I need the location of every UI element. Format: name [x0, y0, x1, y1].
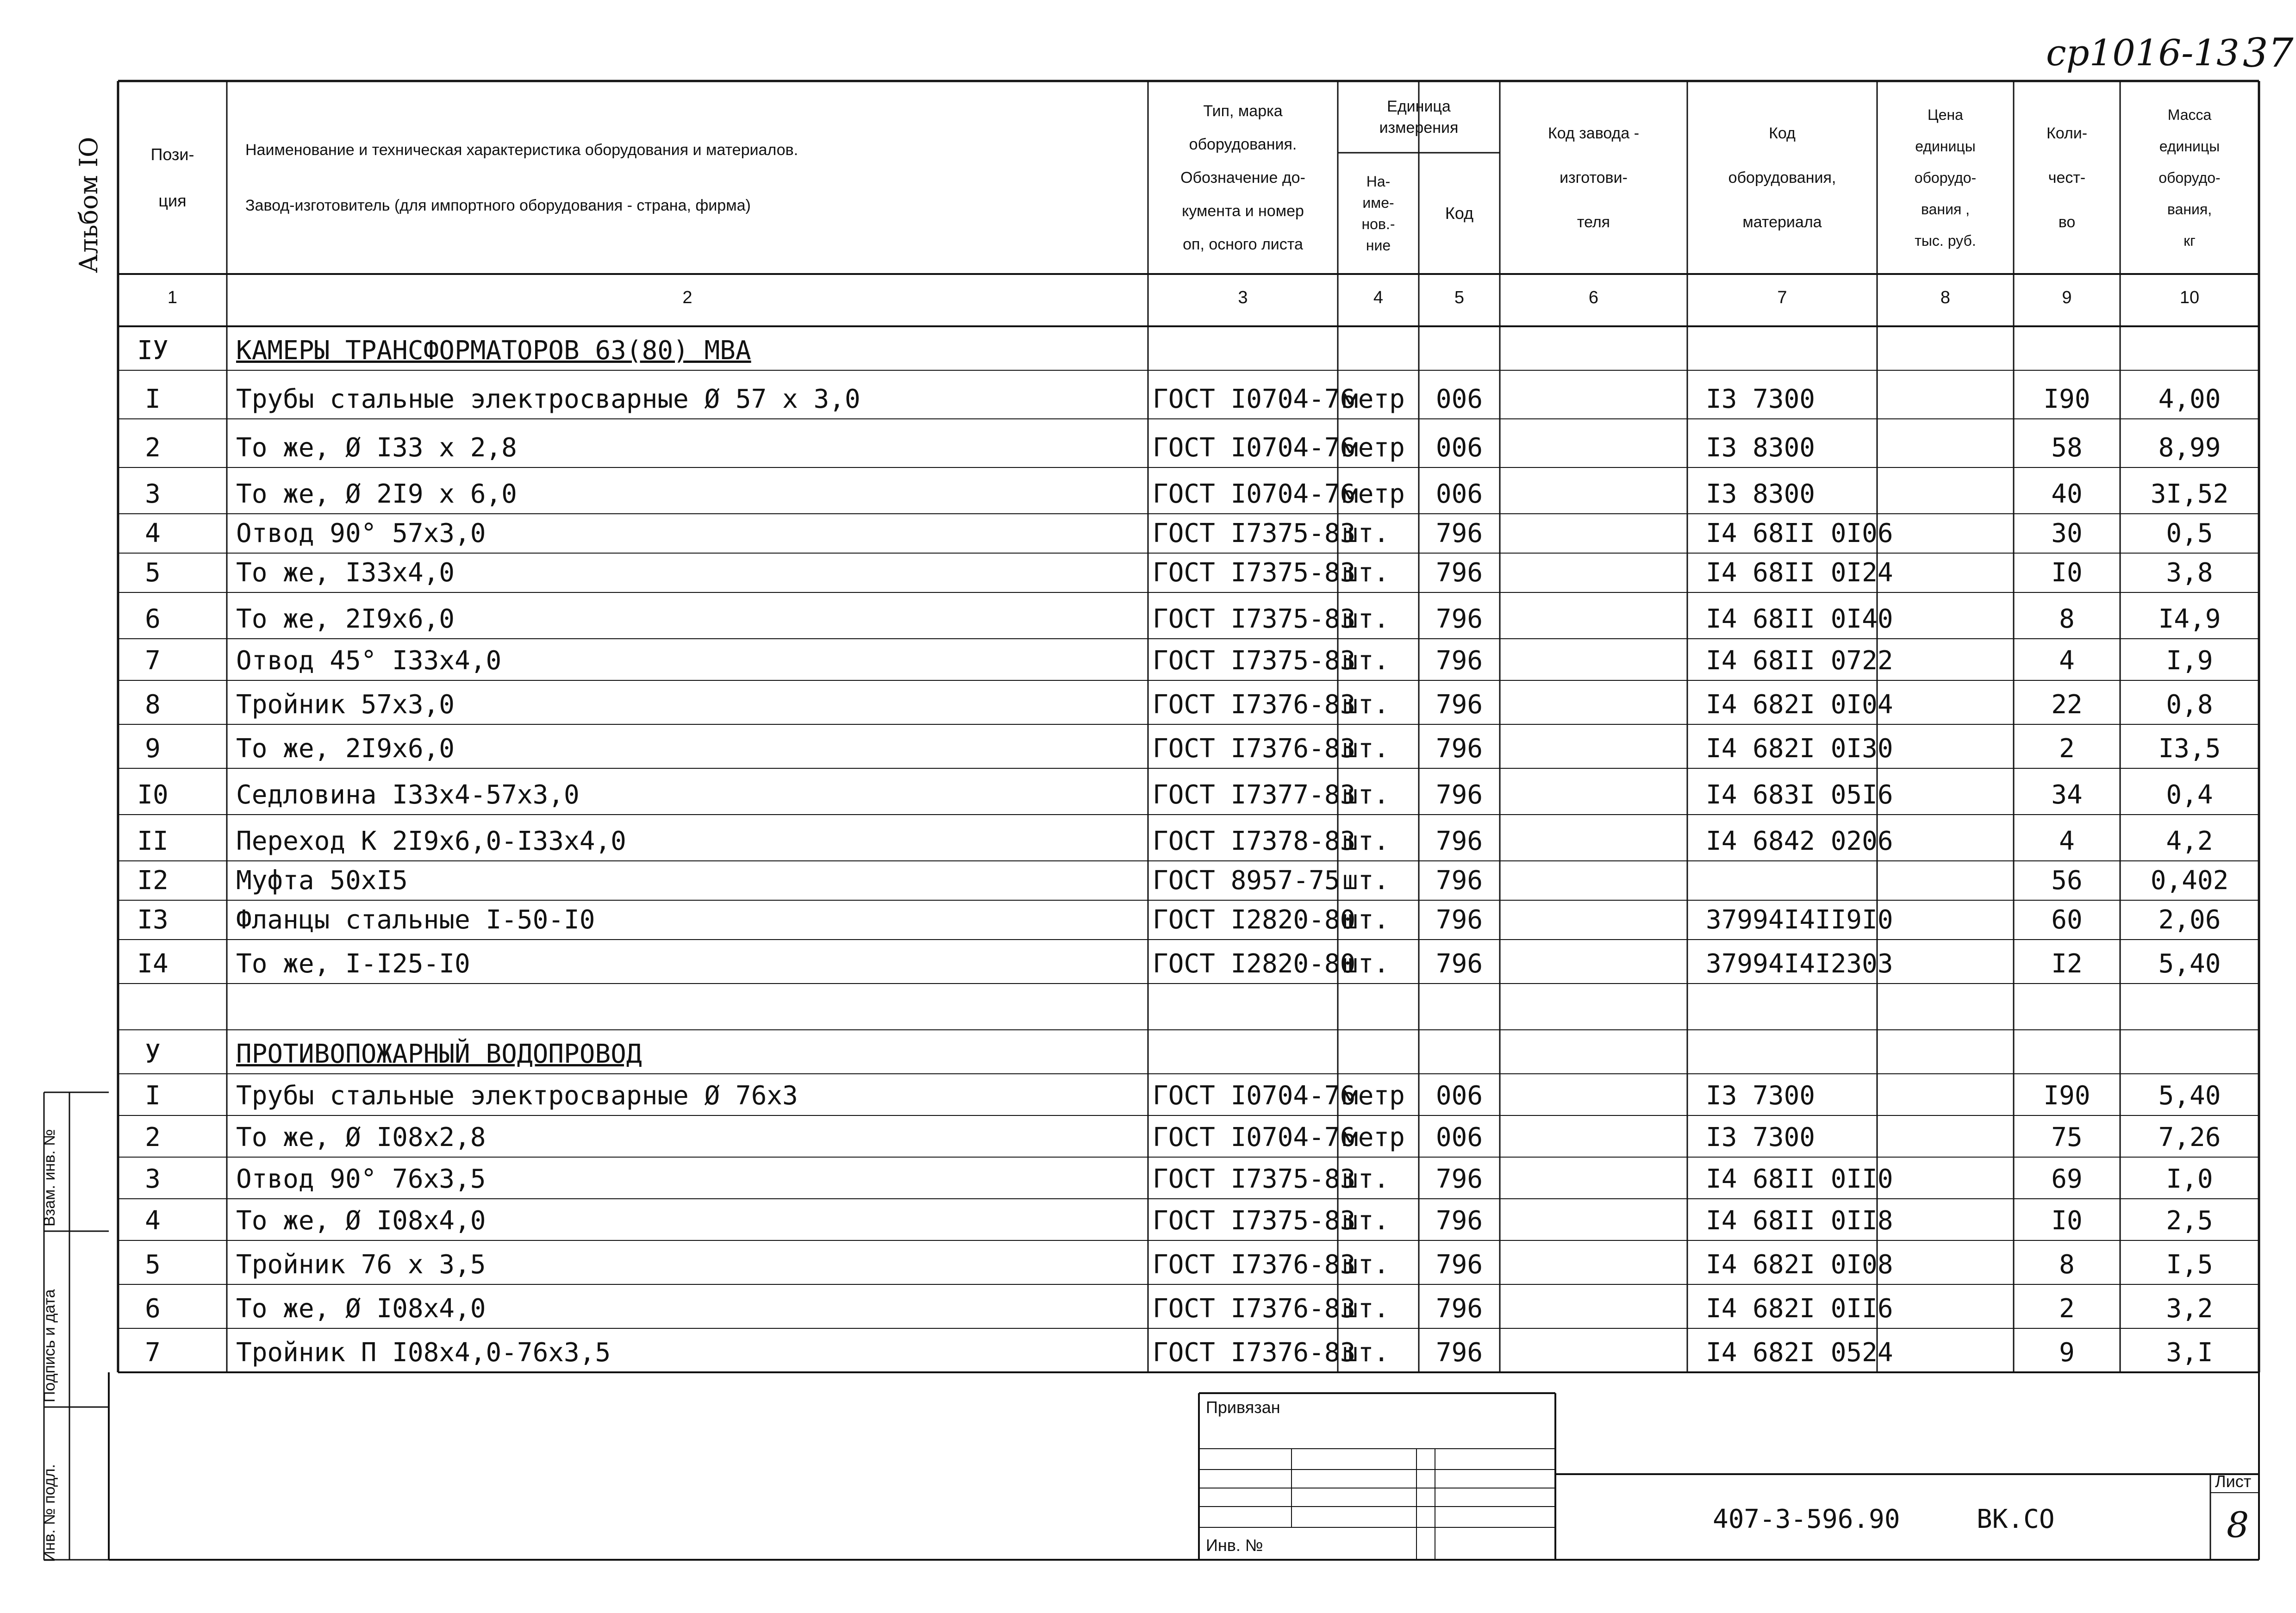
row-material-code: I4 6842 0206 — [1706, 826, 1893, 856]
row-document: ГОСТ I7376-83 — [1153, 734, 1356, 764]
row-unit-code: 006 — [1435, 1122, 1483, 1152]
row-document: ГОСТ I7375-83 — [1153, 1206, 1356, 1236]
row-document: ГОСТ I7375-83 — [1153, 604, 1356, 634]
header-line: нов.- — [1361, 216, 1395, 232]
row-material-code: I3 7300 — [1706, 1122, 1816, 1152]
row-position: II — [137, 826, 168, 856]
row-unit-mass: 3,I — [2166, 1338, 2213, 1368]
header-line: ция — [158, 191, 187, 210]
document-mark: ВК.СО — [1977, 1504, 2055, 1534]
row-material-code: 37994I4I2303 — [1706, 949, 1893, 979]
row-name: То же, I-I25-I0 — [236, 949, 470, 979]
section-title: КАМЕРЫ ТРАНСФОРМАТОРОВ 63(80) МВА — [236, 336, 751, 366]
column-number: 7 — [1777, 288, 1787, 307]
row-unit-name: метр — [1342, 1122, 1405, 1152]
row-name: Муфта 50хI5 — [236, 866, 408, 896]
row-quantity: 34 — [2051, 780, 2083, 810]
sheet-label: Лист — [2215, 1472, 2252, 1491]
row-material-code: I3 8300 — [1706, 433, 1816, 463]
header-unit-name — [1338, 153, 1419, 274]
row-document: ГОСТ I0704-76 — [1153, 1081, 1356, 1111]
header-line: кумента и номер — [1182, 202, 1304, 220]
stamp-vzam-inv: Взам. инв. № — [41, 1129, 58, 1227]
row-unit-name: метр — [1342, 433, 1405, 463]
row-document: ГОСТ I7376-83 — [1153, 1338, 1356, 1368]
row-unit-code: 796 — [1435, 1206, 1483, 1236]
row-material-code: 37994I4II9I0 — [1706, 905, 1893, 935]
row-unit-mass: 2,5 — [2166, 1206, 2213, 1236]
section-title: ПРОТИВОПОЖАРНЫЙ ВОДОПРОВОД — [236, 1039, 642, 1069]
row-material-code: I4 683I 05I6 — [1706, 780, 1893, 810]
row-position: I — [145, 1081, 161, 1111]
column-number: 2 — [682, 288, 693, 307]
row-unit-mass: 4,00 — [2158, 384, 2221, 414]
row-unit-code: 796 — [1435, 734, 1483, 764]
row-name: То же, Ø I33 х 2,8 — [236, 433, 517, 463]
row-document: ГОСТ I0704-76 — [1153, 384, 1356, 414]
row-document: ГОСТ 8957-75 — [1153, 866, 1340, 896]
header-line: тыс. руб. — [1915, 232, 1976, 249]
row-unit-code: 796 — [1435, 558, 1483, 588]
header-position — [118, 81, 227, 274]
row-unit-code: 796 — [1435, 780, 1483, 810]
header-line: Пози- — [150, 144, 194, 164]
album-label: Альбом IO — [74, 137, 103, 273]
row-unit-mass: 4,2 — [2166, 826, 2213, 856]
row-material-code: I4 68II 0I06 — [1706, 518, 1893, 548]
row-quantity: 8 — [2059, 604, 2075, 634]
header-unit-mass — [2120, 81, 2259, 274]
row-document: ГОСТ I7375-83 — [1153, 1164, 1356, 1194]
row-position: 3 — [145, 479, 161, 509]
header-unit-group — [1338, 81, 1500, 153]
row-unit-code: 006 — [1435, 1081, 1483, 1111]
row-unit-name: шт. — [1342, 646, 1390, 676]
row-name: Переход К 2I9х6,0-I33х4,0 — [236, 826, 626, 856]
row-material-code: I3 7300 — [1706, 1081, 1816, 1111]
row-position: 2 — [145, 433, 161, 463]
row-quantity: 30 — [2051, 518, 2083, 548]
row-quantity: I90 — [2043, 384, 2090, 414]
row-unit-name: шт. — [1342, 826, 1390, 856]
row-unit-mass: 0,8 — [2166, 690, 2213, 720]
row-unit-mass: 0,5 — [2166, 518, 2213, 548]
header-type-doc — [1148, 81, 1338, 274]
row-position: I — [145, 384, 161, 414]
row-unit-mass: I,0 — [2166, 1164, 2213, 1194]
stamp-inv-podl: Инв. № подл. — [41, 1464, 58, 1562]
header-line: На- — [1366, 173, 1391, 190]
row-unit-code: 006 — [1435, 433, 1483, 463]
row-position: 2 — [145, 1122, 161, 1152]
row-document: ГОСТ I7375-83 — [1153, 558, 1356, 588]
row-material-code: I4 682I 0524 — [1706, 1338, 1893, 1368]
row-unit-name: метр — [1342, 479, 1405, 509]
header-line: измерения — [1379, 118, 1459, 137]
row-unit-name: шт. — [1342, 1164, 1390, 1194]
row-unit-name: шт. — [1342, 690, 1390, 720]
header-line: Код — [1445, 204, 1474, 223]
header-factory-code — [1500, 81, 1687, 274]
row-unit-name: шт. — [1342, 604, 1390, 634]
row-document: ГОСТ I7375-83 — [1153, 646, 1356, 676]
row-document: ГОСТ I7376-83 — [1153, 690, 1356, 720]
row-position: 7 — [145, 646, 161, 676]
row-name: Тройник 76 х 3,5 — [236, 1250, 486, 1280]
row-unit-mass: 2,06 — [2158, 905, 2221, 935]
row-name: Отвод 90° 76х3,5 — [236, 1164, 486, 1194]
header-line: оп, осного листа — [1183, 235, 1303, 253]
row-quantity: I90 — [2043, 1081, 2090, 1111]
column-number: 5 — [1454, 288, 1465, 307]
header-line: Обозначение до- — [1180, 168, 1305, 187]
row-material-code: I3 8300 — [1706, 479, 1816, 509]
row-document: ГОСТ I7376-83 — [1153, 1294, 1356, 1324]
row-unit-code: 796 — [1435, 866, 1483, 896]
row-material-code: I3 7300 — [1706, 384, 1816, 414]
row-unit-code: 006 — [1435, 479, 1483, 509]
header-name — [227, 81, 1148, 274]
header-line: Тип, марка — [1203, 102, 1283, 120]
row-unit-name: метр — [1342, 1081, 1405, 1111]
row-unit-name: шт. — [1342, 558, 1390, 588]
row-position: У — [145, 1039, 161, 1069]
row-quantity: I0 — [2051, 558, 2083, 588]
header-line: вания, — [2167, 200, 2212, 218]
header-line: Код завода - — [1547, 124, 1640, 142]
row-position: 6 — [145, 1294, 161, 1324]
row-material-code: I4 68II 0I40 — [1706, 604, 1893, 634]
row-unit-mass: 0,4 — [2166, 780, 2213, 810]
row-quantity: 4 — [2059, 646, 2075, 676]
row-quantity: I0 — [2051, 1206, 2083, 1236]
header-line: Завод-изготовитель (для импортного оборудования - страна, фирма) — [245, 196, 751, 214]
row-document: ГОСТ I0704-76 — [1153, 479, 1356, 509]
row-position: I4 — [137, 949, 168, 979]
row-unit-code: 796 — [1435, 1164, 1483, 1194]
row-unit-mass: I3,5 — [2158, 734, 2221, 764]
row-unit-code: 796 — [1435, 905, 1483, 935]
row-name: То же, I33х4,0 — [236, 558, 455, 588]
row-unit-name: шт. — [1342, 1206, 1390, 1236]
row-unit-mass: I,5 — [2166, 1250, 2213, 1280]
row-unit-code: 796 — [1435, 518, 1483, 548]
row-quantity: 22 — [2051, 690, 2083, 720]
row-position: 6 — [145, 604, 161, 634]
row-name: То же, Ø I08х4,0 — [236, 1294, 486, 1324]
header-line: теля — [1577, 213, 1610, 231]
row-position: I0 — [137, 780, 168, 810]
column-number: 8 — [1940, 288, 1951, 307]
document-code: 407-3-596.90 — [1713, 1504, 1900, 1534]
header-line: оборудования. — [1189, 135, 1297, 153]
sheet-number: 8 — [2227, 1504, 2249, 1545]
header-unit-code — [1419, 153, 1500, 274]
row-unit-name: шт. — [1342, 1250, 1390, 1280]
row-unit-mass: 3,8 — [2166, 558, 2213, 588]
row-position: IУ — [137, 336, 168, 366]
row-unit-code: 796 — [1435, 690, 1483, 720]
row-quantity: 4 — [2059, 826, 2075, 856]
row-unit-name: шт. — [1342, 905, 1390, 935]
row-unit-name: метр — [1342, 384, 1405, 414]
row-unit-name: шт. — [1342, 780, 1390, 810]
column-number: 9 — [2062, 288, 2072, 307]
row-position: I2 — [137, 866, 168, 896]
row-quantity: 2 — [2059, 1294, 2075, 1324]
row-position: 4 — [145, 518, 161, 548]
row-position: 5 — [145, 558, 161, 588]
row-quantity: 60 — [2051, 905, 2083, 935]
row-unit-code: 796 — [1435, 604, 1483, 634]
row-unit-mass: 8,99 — [2158, 433, 2221, 463]
header-line: материала — [1742, 213, 1822, 231]
row-material-code: I4 68II 0II8 — [1706, 1206, 1893, 1236]
row-unit-name: шт. — [1342, 949, 1390, 979]
header-material-code — [1687, 81, 1877, 274]
row-material-code: I4 682I 0I04 — [1706, 690, 1893, 720]
row-unit-code: 796 — [1435, 646, 1483, 676]
row-material-code: I4 682I 0I30 — [1706, 734, 1893, 764]
column-number: 1 — [167, 288, 178, 307]
row-unit-name: шт. — [1342, 866, 1390, 896]
column-number: 3 — [1238, 288, 1248, 307]
row-name: То же, 2I9х6,0 — [236, 604, 455, 634]
header-line: изготови- — [1560, 168, 1628, 187]
privyazan-label: Привязан — [1206, 1398, 1280, 1417]
row-quantity: 69 — [2051, 1164, 2083, 1194]
row-position: 4 — [145, 1206, 161, 1236]
row-name: Тройник П I08х4,0-76х3,5 — [236, 1338, 611, 1368]
row-name: Отвод 45° I33х4,0 — [236, 646, 502, 676]
row-material-code: I4 682I 0I08 — [1706, 1250, 1893, 1280]
header-line: чест- — [2048, 168, 2086, 187]
row-name: Тройник 57х3,0 — [236, 690, 455, 720]
column-number: 6 — [1588, 288, 1599, 307]
row-name: Седловина I33х4-57х3,0 — [236, 780, 580, 810]
header-line: Масса — [2167, 106, 2212, 123]
row-position: 9 — [145, 734, 161, 764]
row-name: То же, 2I9х6,0 — [236, 734, 455, 764]
header-line: ние — [1366, 237, 1391, 254]
header-line: оборудо- — [2159, 169, 2221, 186]
header-line: Цена — [1928, 106, 1963, 123]
row-name: Отвод 90° 57х3,0 — [236, 518, 486, 548]
row-material-code: I4 68II 0I24 — [1706, 558, 1893, 588]
header-line: вания , — [1921, 200, 1970, 218]
row-unit-name: шт. — [1342, 734, 1390, 764]
header-line: Единица — [1387, 97, 1451, 115]
row-name: То же, Ø I08х2,8 — [236, 1122, 486, 1152]
row-name: Трубы стальные электросварные Ø 76х3 — [236, 1081, 798, 1111]
row-position: 3 — [145, 1164, 161, 1194]
row-name: Фланцы стальные I-50-I0 — [236, 905, 595, 935]
row-name: То же, Ø I08х4,0 — [236, 1206, 486, 1236]
row-unit-code: 796 — [1435, 826, 1483, 856]
column-number: 10 — [2179, 288, 2200, 307]
column-number: 4 — [1373, 288, 1384, 307]
header-line: Коли- — [2046, 124, 2088, 142]
corner-reference: ср1016-13 — [2046, 32, 2240, 74]
row-quantity: 75 — [2051, 1122, 2083, 1152]
inv-no-label: Инв. № — [1206, 1536, 1263, 1555]
row-position: 7 — [145, 1338, 161, 1368]
header-line: оборудо- — [1914, 169, 1977, 186]
header-line: единицы — [1915, 137, 1976, 155]
row-material-code: I4 682I 0II6 — [1706, 1294, 1893, 1324]
header-quantity — [2014, 81, 2120, 274]
header-line: име- — [1362, 194, 1394, 211]
row-unit-code: 796 — [1435, 1338, 1483, 1368]
row-unit-name: шт. — [1342, 1338, 1390, 1368]
row-document: ГОСТ I7375-83 — [1153, 518, 1356, 548]
row-position: 8 — [145, 690, 161, 720]
row-unit-name: шт. — [1342, 1294, 1390, 1324]
row-document: ГОСТ I7377-83 — [1153, 780, 1356, 810]
row-document: ГОСТ I0704-76 — [1153, 1122, 1356, 1152]
row-quantity: 56 — [2051, 866, 2083, 896]
row-name: То же, Ø 2I9 х 6,0 — [236, 479, 517, 509]
row-unit-name: шт. — [1342, 518, 1390, 548]
header-line: Код — [1769, 124, 1796, 142]
header-line: единицы — [2159, 137, 2220, 155]
corner-page-number: 37 — [2243, 30, 2294, 76]
row-unit-mass: 5,40 — [2158, 949, 2221, 979]
row-unit-mass: 0,402 — [2150, 866, 2229, 896]
row-document: ГОСТ I7378-83 — [1153, 826, 1356, 856]
row-unit-code: 796 — [1435, 949, 1483, 979]
row-name: Трубы стальные электросварные Ø 57 х 3,0 — [236, 384, 861, 414]
row-unit-code: 006 — [1435, 384, 1483, 414]
row-unit-mass: 3,2 — [2166, 1294, 2213, 1324]
header-line: оборудования, — [1728, 168, 1836, 187]
row-quantity: 40 — [2051, 479, 2083, 509]
header-unit-price — [1877, 81, 2014, 274]
header-line: кг — [2184, 232, 2196, 249]
row-document: ГОСТ I7376-83 — [1153, 1250, 1356, 1280]
stamp-podpis-data: Подпись и дата — [41, 1289, 58, 1402]
row-unit-mass: 7,26 — [2158, 1122, 2221, 1152]
header-line: во — [2058, 213, 2076, 231]
row-document: ГОСТ I0704-76 — [1153, 433, 1356, 463]
row-document: ГОСТ I2820-80 — [1153, 905, 1356, 935]
row-quantity: 9 — [2059, 1338, 2075, 1368]
row-material-code: I4 68II 0722 — [1706, 646, 1893, 676]
row-position: 5 — [145, 1250, 161, 1280]
row-unit-code: 796 — [1435, 1294, 1483, 1324]
row-material-code: I4 68II 0II0 — [1706, 1164, 1893, 1194]
row-quantity: I2 — [2051, 949, 2083, 979]
row-unit-mass: I4,9 — [2158, 604, 2221, 634]
row-unit-mass: I,9 — [2166, 646, 2213, 676]
row-quantity: 58 — [2051, 433, 2083, 463]
header-line: Наименование и техническая характеристика оборудования и материалов. — [245, 141, 799, 159]
row-quantity: 8 — [2059, 1250, 2075, 1280]
row-unit-code: 796 — [1435, 1250, 1483, 1280]
row-position: I3 — [137, 905, 168, 935]
row-unit-mass: 5,40 — [2158, 1081, 2221, 1111]
row-quantity: 2 — [2059, 734, 2075, 764]
row-unit-mass: 3I,52 — [2150, 479, 2229, 509]
row-document: ГОСТ I2820-80 — [1153, 949, 1356, 979]
